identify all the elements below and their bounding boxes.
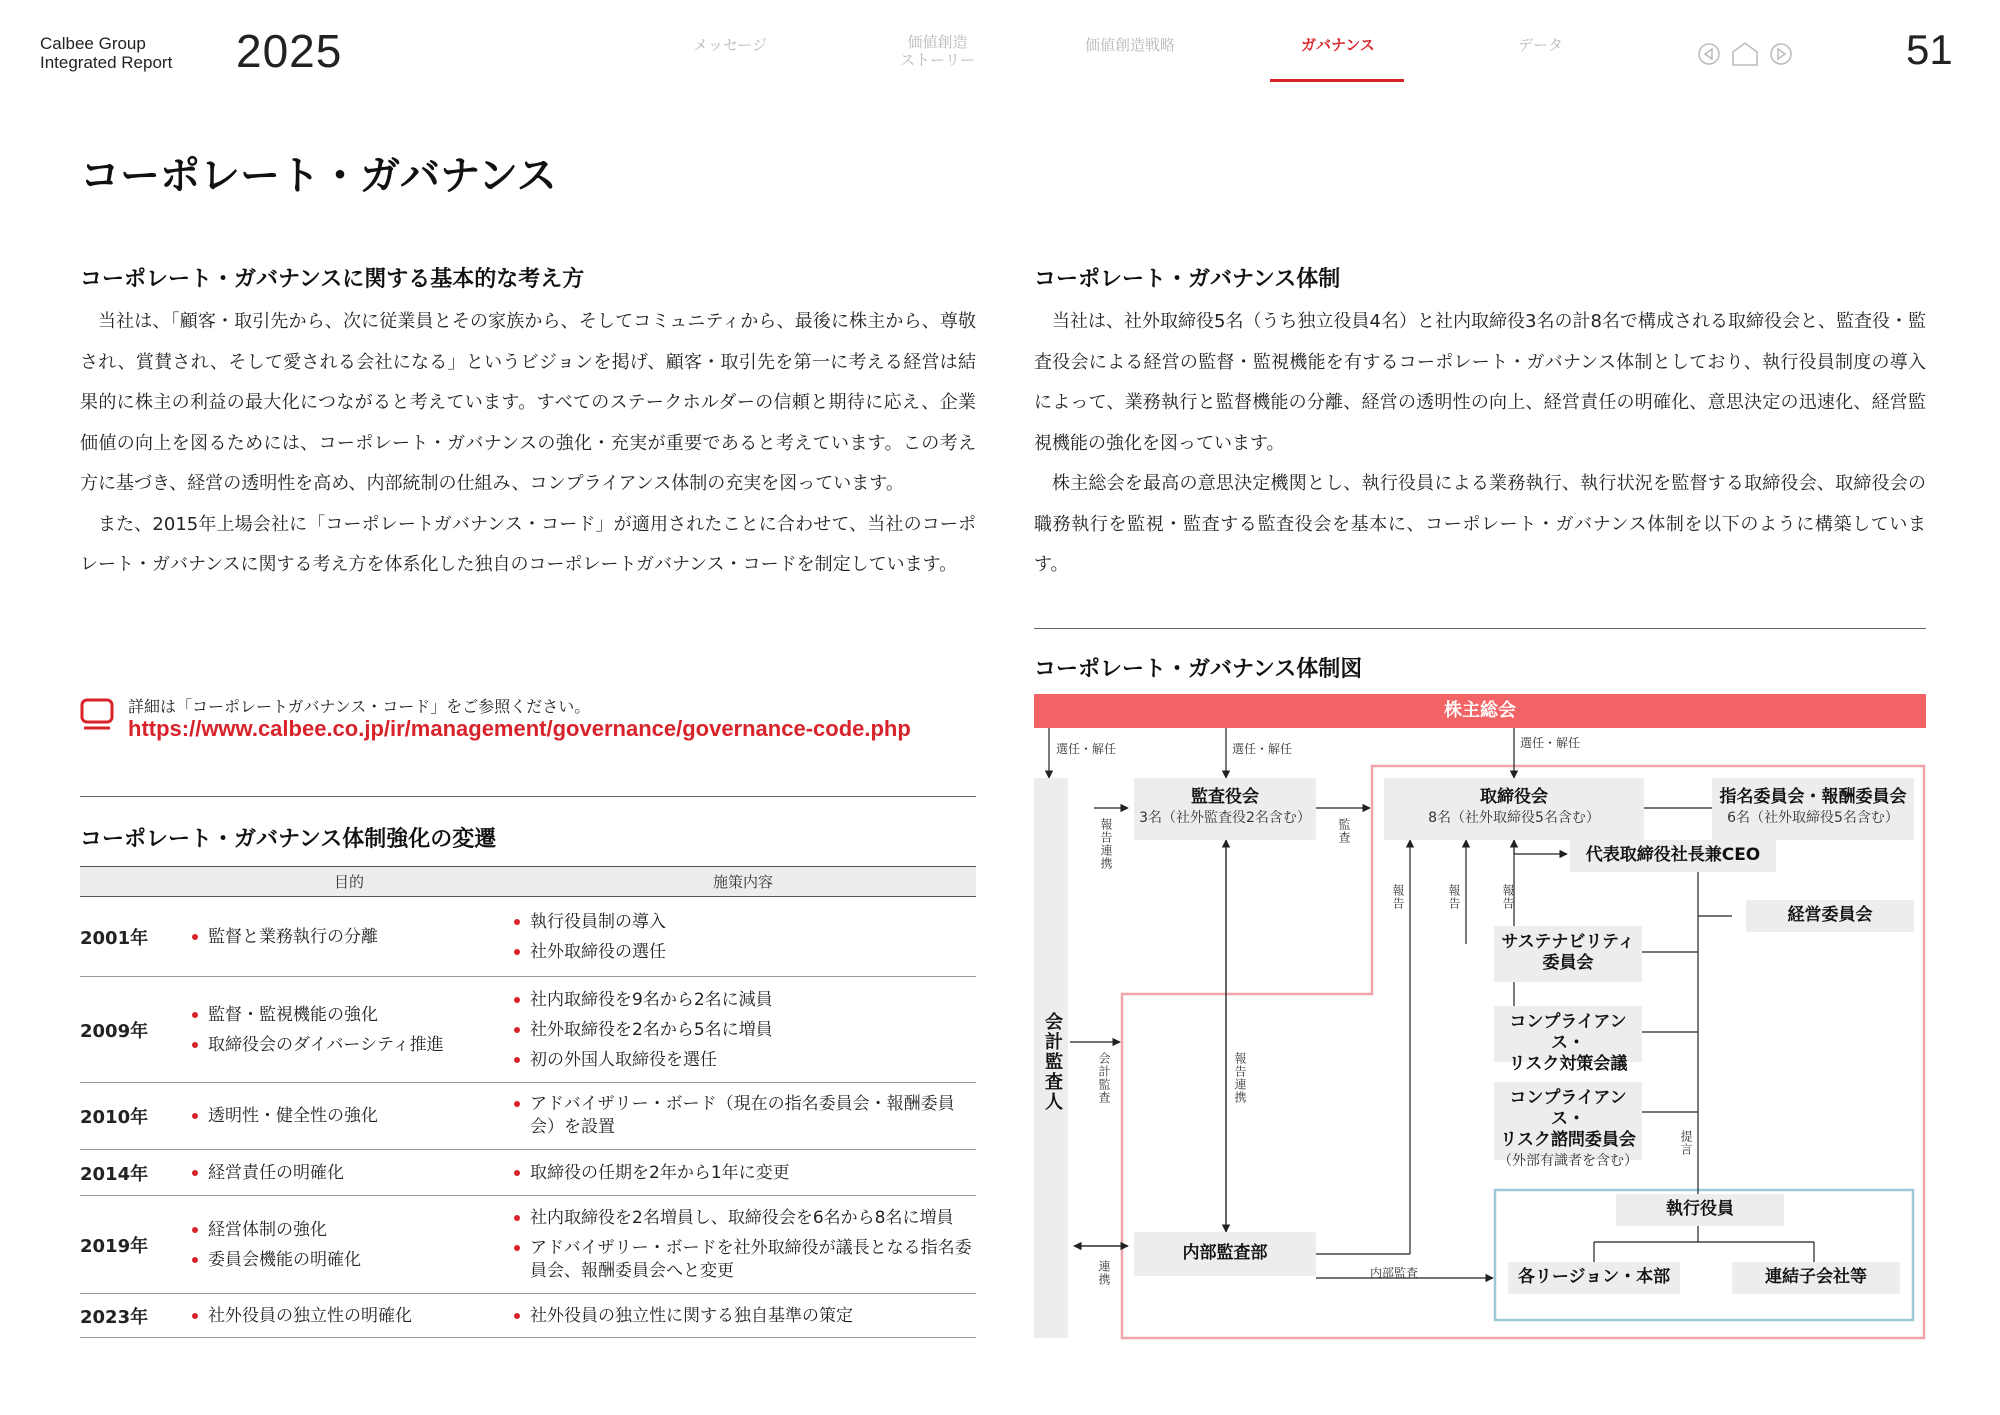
history-purpose-item: 監督・監視機能の強化 — [188, 1000, 510, 1030]
internal-audit-title: 内部監査部 — [1182, 1243, 1268, 1263]
basic-paragraph-2: また、2015年上場会社に「コーポレートガバナンス・コード」が適用されたことに合わせて、当社のコーポレート・ガバナンスに関する考え方を体系化した独自のコーポレートガバナンス・コードを制定しています。 — [80, 513, 976, 575]
system-paragraph-1: 当社は、社外取締役5名（うち独立役員4名）と社内取締役3名の計8名で構成される取締役会と、監査役・監査役会による経営の監督・監視機能を有するコーポレート・ガバナンス体制としており、執行役員制度の導入によって、業務執行と監督機能の分離、経営の透明性の向上、経営責任の明確化、意思決定の迅速化、経営監視機能の強化を図っています。 — [1034, 311, 1926, 454]
active-tab-underline — [1270, 79, 1404, 82]
proposal-label: 提言 — [1679, 1130, 1693, 1156]
management-committee — [1746, 900, 1914, 932]
system-heading: コーポレート・ガバナンス体制 — [1034, 267, 1341, 292]
history-purposes — [188, 977, 510, 1083]
ceo — [1570, 840, 1776, 872]
tab-value-story-line2: ストーリー — [900, 51, 976, 69]
history-row — [80, 1083, 976, 1150]
history-header-row — [80, 867, 976, 897]
prev-page-icon[interactable] — [1699, 44, 1719, 64]
history-purpose-item: 経営責任の明確化 — [188, 1158, 510, 1188]
auditor-board-title: 監査役会 — [1191, 787, 1259, 807]
history-measure-item: アドバイザリー・ボード（現在の指名委員会・報酬委員会）を設置 — [510, 1089, 976, 1143]
history-purposes — [188, 1083, 510, 1150]
monitor-icon — [80, 698, 114, 730]
history-measure-item: 執行役員制の導入 — [510, 907, 976, 937]
brand-line2: Integrated Report — [40, 53, 173, 72]
basic-paragraph-1: 当社は、「顧客・取引先から、次に従業員とその家族から、そしてコミュニティから、最後に株主から、尊敬され、賞賛され、そして愛される会社になる」というビジョンを掲げ、顧客・取引先を第一に考える経営は結果的に株主の利益の最大化につながると考えています。すべてのステークホルダーの信頼と期待に応え、企業価値の向上を図るためには、コーポレート・ガバナンスの強化・充実が重要であると考えています。この考え方に基づき、経営の透明性を高め、内部統制の仕組み、コンプライアンス体制の充実を図っています。 — [80, 311, 976, 494]
appoint-label: 選任・解任 — [1520, 736, 1581, 750]
home-icon[interactable] — [1733, 43, 1757, 65]
page-title: コーポレート・ガバナンス — [80, 153, 557, 199]
accounting-audit-label: 会計監査 — [1097, 1052, 1111, 1104]
history-year: 2009年 — [80, 977, 188, 1083]
history-measures — [510, 1196, 976, 1294]
history-year-header — [80, 867, 188, 897]
history-year: 2014年 — [80, 1150, 188, 1196]
compliance-risk-council — [1494, 1006, 1642, 1074]
history-purpose-item: 社外役員の独立性の明確化 — [188, 1301, 510, 1331]
tab-value-story-line1: 価値創造 — [907, 33, 968, 51]
history-measure-item: アドバイザリー・ボードを社外取締役が議長となる指名委員会、報酬委員会へと変更 — [510, 1233, 976, 1287]
report-label: 報告 — [1391, 884, 1405, 910]
audit-label: 監査 — [1337, 818, 1351, 844]
history-purpose-item: 経営体制の強化 — [188, 1215, 510, 1245]
history-row — [80, 1294, 976, 1338]
history-row — [80, 1150, 976, 1196]
appoint-label: 選任・解任 — [1232, 742, 1293, 756]
nomination-title: 指名委員会・報酬委員会 — [1719, 787, 1907, 807]
history-heading: コーポレート・ガバナンス体制強化の変遷 — [80, 827, 497, 852]
diagram-heading: コーポレート・ガバナンス体制図 — [1034, 657, 1363, 682]
governance-diagram — [1034, 694, 1926, 1344]
history-year: 2019年 — [80, 1196, 188, 1294]
appoint-label: 選任・解任 — [1056, 742, 1117, 756]
auditor-board-members: 3名（社外監査役2名含む） — [1139, 810, 1311, 826]
internal-audit-label: 内部監査 — [1370, 1266, 1419, 1280]
history-row — [80, 897, 976, 977]
history-measures — [510, 897, 976, 977]
history-year: 2023年 — [80, 1294, 188, 1338]
history-measure-item: 社外取締役を2名から5名に増員 — [510, 1015, 976, 1045]
brand-logo[interactable] — [40, 34, 172, 72]
section-divider — [80, 796, 976, 797]
compliance-advisory-sub: （外部有識者を含む） — [1498, 1153, 1638, 1169]
history-purposes — [188, 1150, 510, 1196]
compliance-risk-line1: コンプライアンス・ — [1509, 1012, 1627, 1053]
diagram-divider — [1034, 628, 1926, 629]
tab-value-story[interactable] — [900, 33, 975, 69]
executive-officers — [1616, 1194, 1784, 1226]
history-measure-item: 社外役員の独立性に関する独自基準の策定 — [510, 1301, 976, 1331]
sustainability-line2: 委員会 — [1542, 953, 1594, 973]
report-label: 報告 — [1501, 884, 1515, 910]
history-row — [80, 977, 976, 1083]
page-number: 51 — [1906, 26, 1953, 73]
compliance-advisory-committee — [1494, 1082, 1642, 1169]
history-purposes — [188, 1196, 510, 1294]
coop-label: 連携 — [1097, 1260, 1111, 1286]
compliance-advisory-line1: コンプライアンス・ — [1509, 1088, 1627, 1129]
consolidated-subsidiaries — [1732, 1262, 1900, 1294]
tab-value-strategy[interactable]: 価値創造戦略 — [1085, 36, 1176, 54]
board-of-directors — [1384, 778, 1644, 840]
history-measure-item: 初の外国人取締役を選任 — [510, 1045, 976, 1075]
history-purpose-item: 委員会機能の明確化 — [188, 1245, 510, 1275]
history-purpose-item: 透明性・健全性の強化 — [188, 1101, 510, 1131]
nomination-compensation-committee — [1712, 778, 1914, 840]
tab-message[interactable]: メッセージ — [693, 36, 768, 54]
board-members: 8名（社外取締役5名含む） — [1428, 810, 1600, 826]
history-measures — [510, 1294, 976, 1338]
history-measures — [510, 1083, 976, 1150]
compliance-risk-line2: リスク対策会議 — [1508, 1054, 1628, 1074]
system-paragraph-2: 株主総会を最高の意思決定機関とし、執行役員による業務執行、執行状況を監督する取締役会、取締役会の職務執行を監視・監査する監査役会を基本に、コーポレート・ガバナンス体制を以下のように構築しています。 — [1034, 473, 1926, 575]
history-purposes — [188, 1294, 510, 1338]
shareholders-meeting: 株主総会 — [1034, 694, 1926, 728]
brand-line1: Calbee Group — [40, 34, 146, 53]
tab-governance[interactable]: ガバナンス — [1301, 36, 1375, 54]
report-coop-label: 報告連携 — [1233, 1052, 1247, 1104]
governance-code-link[interactable]: https://www.calbee.co.jp/ir/management/governance/governance-code.php — [128, 716, 911, 741]
management-committee-title: 経営委員会 — [1787, 905, 1873, 925]
compliance-advisory-line2: リスク諮問委員会 — [1500, 1130, 1636, 1150]
accounting-auditor-label: 会計監査人 — [1042, 1012, 1063, 1112]
internal-audit-dept — [1134, 1232, 1316, 1276]
history-measures-header: 施策内容 — [510, 867, 976, 897]
history-row — [80, 1196, 976, 1294]
sustainability-line1: サステナビリティ — [1501, 932, 1635, 952]
report-coop-label: 報告連携 — [1099, 818, 1113, 870]
ceo-title: 代表取締役社長兼CEO — [1585, 845, 1761, 865]
tab-data[interactable]: データ — [1518, 36, 1564, 54]
history-purposes — [188, 897, 510, 977]
reference-note: 詳細は「コーポレートガバナンス・コード」をご参照ください。 — [128, 697, 591, 716]
executive-officers-title: 執行役員 — [1666, 1199, 1734, 1219]
history-table — [80, 866, 976, 1338]
history-measure-item: 社外取締役の選任 — [510, 937, 976, 967]
history-measure-item: 社内取締役を9名から2名に減員 — [510, 985, 976, 1015]
sustainability-committee — [1494, 926, 1642, 982]
basic-body — [80, 302, 976, 586]
system-body — [1034, 302, 1926, 586]
history-year: 2010年 — [80, 1083, 188, 1150]
history-purpose-header: 目的 — [188, 867, 510, 897]
board-title: 取締役会 — [1480, 787, 1548, 807]
history-measures — [510, 977, 976, 1083]
history-year: 2001年 — [80, 897, 188, 977]
basic-heading: コーポレート・ガバナンスに関する基本的な考え方 — [80, 267, 585, 292]
auditor-board — [1134, 778, 1316, 840]
report-label: 報告 — [1447, 884, 1461, 910]
next-page-icon[interactable] — [1771, 44, 1791, 64]
subsidiaries-title: 連結子会社等 — [1765, 1267, 1867, 1287]
nomination-members: 6名（社外取締役5名含む） — [1727, 810, 1899, 826]
history-measure-item: 社内取締役を2名増員し、取締役会を6名から8名に増員 — [510, 1203, 976, 1233]
nav-icons — [1695, 38, 1795, 70]
brand-year: 2025 — [236, 25, 343, 77]
history-measure-item: 取締役の任期を2年から1年に変更 — [510, 1158, 976, 1188]
history-purpose-item: 監督と業務執行の分離 — [188, 922, 510, 952]
regions-title: 各リージョン・本部 — [1517, 1267, 1671, 1287]
history-measures — [510, 1150, 976, 1196]
regions-headquarters — [1508, 1262, 1680, 1294]
history-purpose-item: 取締役会のダイバーシティ推進 — [188, 1030, 510, 1060]
